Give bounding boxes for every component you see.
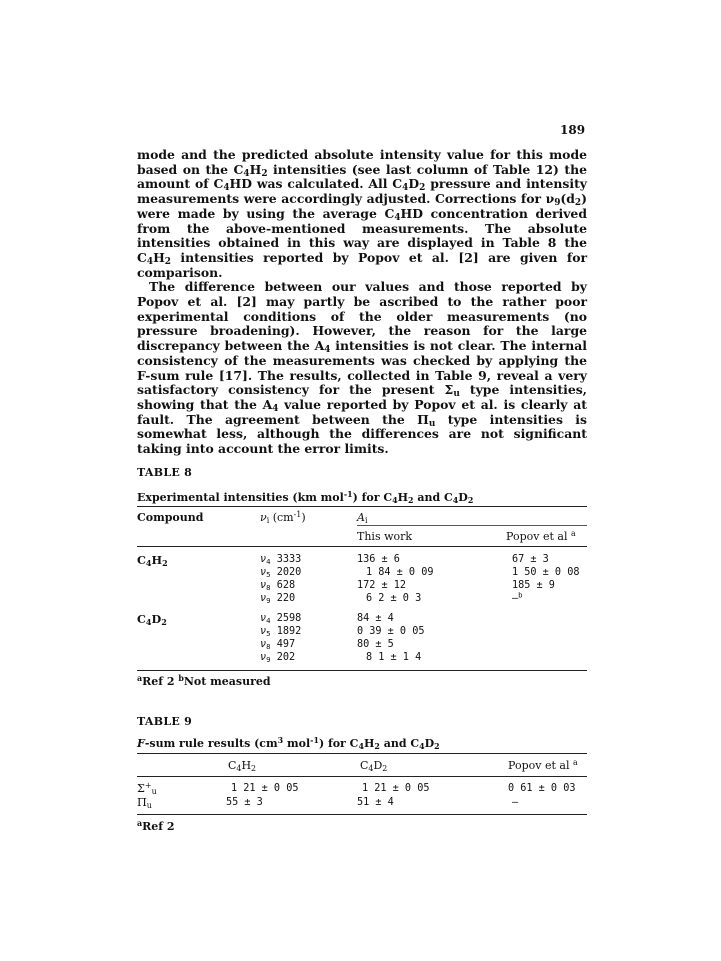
table8-mode-c4h2-v5: $\nu_5$ 2020 xyxy=(260,567,302,579)
table9-value-c4d2: 51 ± 4 xyxy=(357,797,394,808)
table8-value-this-work: 136 ± 6 xyxy=(357,554,400,565)
table9-symmetry-pi: $\Pi_u$ xyxy=(137,796,152,811)
table8-subheader-rule xyxy=(357,525,587,526)
table8-value-popov: 1 50 ± 0 08 xyxy=(512,567,580,578)
table9-top-rule xyxy=(137,753,587,754)
table8-compound-c4h2: $C_4H_2$ xyxy=(137,553,168,569)
table8-header-intensity: $A_i$ xyxy=(357,511,368,525)
table9-header-popov: Popov et al $^a$ xyxy=(508,758,578,772)
table9-bottom-rule xyxy=(137,814,587,815)
table9-value-c4h2: 1 21 ± 0 05 xyxy=(231,783,299,794)
table9-caption: F-sum rule results ($cm^3$ mol$^{-1}$) for $C_4H_2$ and $C_4D_2$ xyxy=(137,736,440,751)
table8-bottom-rule xyxy=(137,670,587,671)
table8-value-popov: 185 ± 9 xyxy=(512,580,555,591)
table8-mode-c4h2-v8: $\nu_8$ 628 xyxy=(260,580,296,592)
table8-mode-c4h2-v4: $\nu_4$ 3333 xyxy=(260,554,302,566)
table8-compound-c4d2: $C_4D_2$ xyxy=(137,612,167,628)
table8-footnote: $^a$Ref 2 $^b$Not measured xyxy=(137,674,271,688)
table8-header-popov: Popov et al $^a$ xyxy=(506,529,576,543)
table8-label: TABLE 8 xyxy=(137,466,193,479)
table9-value-c4d2: 1 21 ± 0 05 xyxy=(362,783,430,794)
table8-value-this-work: 84 ± 4 xyxy=(357,613,394,624)
table8-mode-c4d2-v9: $\nu_9$ 202 xyxy=(260,652,296,664)
table8-top-rule xyxy=(137,506,587,507)
table9-value-c4h2: 55 ± 3 xyxy=(226,797,263,808)
table8-mode-c4d2-v8: $\nu_8$ 497 xyxy=(260,639,296,651)
table9-symmetry-sigma: $\Sigma^+_u$ xyxy=(137,780,157,797)
table9-footnote: $^a$Ref 2 xyxy=(137,819,175,833)
table8-mode-c4h2-v9: $\nu_9$ 220 xyxy=(260,593,296,605)
table8-value-this-work: 1 84 ± 0 09 xyxy=(366,567,434,578)
table9-header-rule xyxy=(137,776,587,777)
table8-mode-c4d2-v4: $\nu_4$ 2598 xyxy=(260,613,302,625)
table9-value-popov: — xyxy=(512,797,519,808)
table8-value-popov: 67 ± 3 xyxy=(512,554,549,565)
table8-value-this-work: 0 39 ± 0 05 xyxy=(357,626,425,637)
table8-value-this-work: 8 1 ± 1 4 xyxy=(366,652,422,663)
table8-header-compound: Compound xyxy=(137,511,204,524)
table8-value-popov-not-measured: —$^b$ xyxy=(512,590,523,604)
table9-value-popov: 0 61 ± 0 03 xyxy=(508,783,576,794)
table9-label: TABLE 9 xyxy=(137,715,193,728)
paragraph-1: mode and the predicted absolute intensity value for this mode based on the $C_4H_2$ intensities (see last column of Table 12) the amount of $C_4HD$ was calculated. All $C_4D_2$ pressure and intensity measurements were accordingly adjusted. Corrections for $\nu_9(d_2)$ were made by using the average $C_4HD$ concentration derived from the above-mentioned measurements. The absolute intensities obtained in this way are displayed in Table 8 the $C_4H_2$ intensities reported by Popov et al. [2] are given for comparison. xyxy=(137,147,588,280)
table8-value-this-work: 80 ± 5 xyxy=(357,639,394,650)
body-text xyxy=(137,148,587,457)
table9-header-c4d2: $C_4D_2$ xyxy=(360,759,388,773)
table8-mode-c4d2-v5: $\nu_5$ 1892 xyxy=(260,626,302,638)
table8-header-rule xyxy=(137,546,587,547)
table8-value-this-work: 172 ± 12 xyxy=(357,580,407,591)
table9-header-c4h2: $C_4H_2$ xyxy=(228,759,257,773)
paragraph-2: The difference between our values and those reported by Popov et al. [2] may partly be ascribed to the rather poor experimental conditions of the older measurements (no pressure broadening). However, the reason for the large discrepancy between the $A_4$ intensities is not clear. The internal consistency of the measurements was checked by applying the F-sum rule [17]. The results, collected in Table 9, reveal a very satisfactory consistency for the present $\Sigma_u$ type intensities, showing that the $A_4$ value reported by Popov et al. is clearly at fault. The agreement between the $\Pi_u$ type intensities is somewhat less, although the differences are not significant taking into account the error limits. xyxy=(137,279,587,457)
table8-header-this-work: This work xyxy=(357,530,413,543)
table8-header-frequency: $\nu_i$ $(cm^{-1})$ xyxy=(260,510,306,525)
table8-caption: Experimental intensities (km mol$^{-1}$) for $C_4H_2$ and $C_4D_2$ xyxy=(137,490,474,505)
page-number: 189 xyxy=(560,123,586,137)
table8-value-this-work: 6 2 ± 0 3 xyxy=(366,593,422,604)
